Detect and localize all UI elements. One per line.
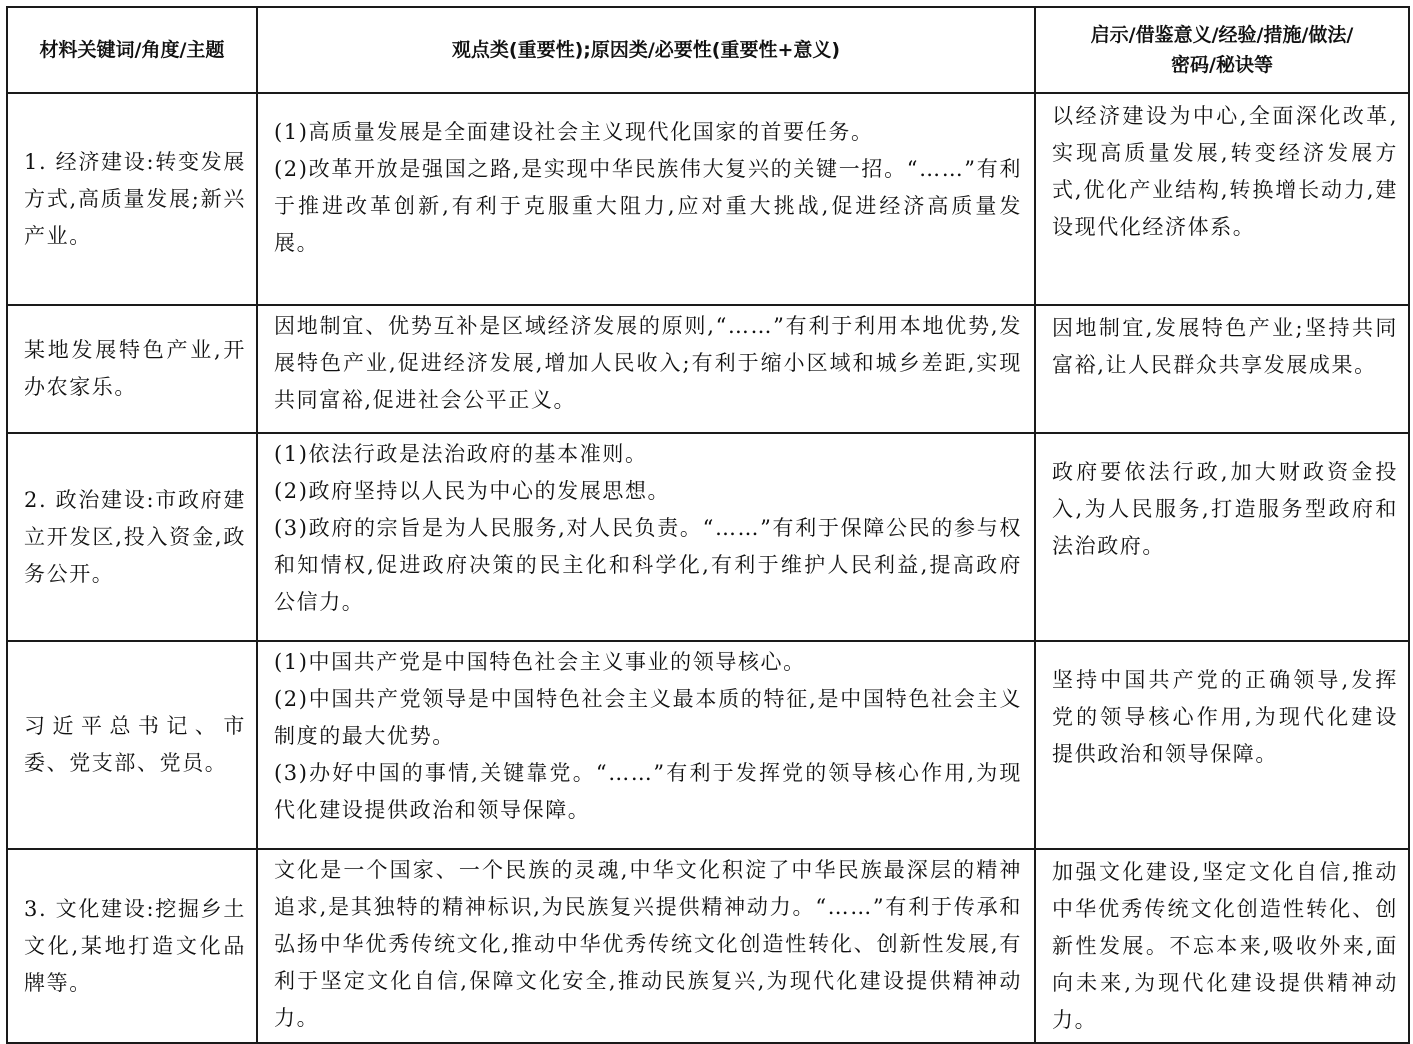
table-row: [7, 93, 1409, 305]
keyword-cell: 某地发展特色产业,开办农家乐。: [7, 305, 257, 433]
viewpoint-line: 因地制宜、优势互补是区域经济发展的原则,“……”有利于利用本地优势,发展特色产业,促进经济发展,增加人民收入;有利于缩小区域和城乡差距,实现共同富裕,促进社会公平正义。: [274, 314, 1022, 412]
viewpoint-line: (1)依法行政是法治政府的基本准则。: [274, 442, 648, 466]
table-row: [7, 305, 1409, 433]
viewpoint-line: (2)政府坚持以人民为中心的发展思想。: [274, 479, 671, 503]
viewpoint-cell: [257, 305, 1035, 433]
table-row: [7, 433, 1409, 641]
viewpoint-cell: [257, 433, 1035, 641]
table-row: [7, 849, 1409, 1043]
keyword-cell: 1. 经济建设:转变发展方式,高质量发展;新兴产业。: [7, 93, 257, 305]
viewpoint-line: (1)中国共产党是中国特色社会主义事业的领导核心。: [274, 650, 806, 674]
header-keyword: 材料关键词/角度/主题: [7, 7, 257, 93]
table-row: [7, 641, 1409, 849]
header-row: [7, 7, 1409, 93]
keyword-cell: 习近平总书记、市委、党支部、党员。: [7, 641, 257, 849]
header-insight-line-2: 密码/秘诀等: [1171, 54, 1273, 76]
insight-cell: 因地制宜,发展特色产业;坚持共同富裕,让人民群众共享发展成果。: [1035, 305, 1409, 433]
viewpoint-line: (2)中国共产党领导是中国特色社会主义最本质的特征,是中国特色社会主义制度的最大优势。: [274, 687, 1022, 748]
viewpoint-line: (3)政府的宗旨是为人民服务,对人民负责。“……”有利于保障公民的参与权和知情权,促进政府决策的民主化和科学化,有利于维护人民利益,提高政府公信力。: [274, 516, 1022, 614]
keyword-cell: 2. 政治建设:市政府建立开发区,投入资金,政务公开。: [7, 433, 257, 641]
viewpoint-line: (1)高质量发展是全面建设社会主义现代化国家的首要任务。: [274, 120, 874, 144]
insight-cell: 以经济建设为中心,全面深化改革,实现高质量发展,转变经济发展方式,优化产业结构,转换增长动力,建设现代化经济体系。: [1035, 93, 1409, 305]
header-insight-line-1: 启示/借鉴意义/经验/措施/做法/: [1090, 24, 1354, 46]
viewpoint-line: 文化是一个国家、一个民族的灵魂,中华文化积淀了中华民族最深层的精神追求,是其独特的精神标识,为民族复兴提供精神动力。“……”有利于传承和弘扬中华优秀传统文化,推动中华优秀传统文化创造性转化、创新性发展,有利于坚定文化自信,保障文化安全,推动民族复兴,为现代化建设提供精神动力。: [274, 858, 1022, 1030]
insight-cell: 坚持中国共产党的正确领导,发挥党的领导核心作用,为现代化建设提供政治和领导保障。: [1035, 641, 1409, 849]
viewpoint-cell: [257, 641, 1035, 849]
viewpoint-line: (2)改革开放是强国之路,是实现中华民族伟大复兴的关键一招。“……”有利于推进改革创新,有利于克服重大阻力,应对重大挑战,促进经济高质量发展。: [274, 157, 1022, 255]
viewpoint-line: (3)办好中国的事情,关键靠党。“……”有利于发挥党的领导核心作用,为现代化建设提供政治和领导保障。: [274, 761, 1022, 822]
keyword-cell: 3. 文化建设:挖掘乡土文化,某地打造文化品牌等。: [7, 849, 257, 1043]
header-viewpoint: 观点类(重要性);原因类/必要性(重要性+意义): [257, 7, 1035, 93]
viewpoint-cell: [257, 93, 1035, 305]
insight-cell: 政府要依法行政,加大财政资金投入,为人民服务,打造服务型政府和法治政府。: [1035, 433, 1409, 641]
header-insight: [1035, 7, 1409, 93]
insight-cell: 加强文化建设,坚定文化自信,推动中华优秀传统文化创造性转化、创新性发展。不忘本来,吸收外来,面向未来,为现代化建设提供精神动力。: [1035, 849, 1409, 1043]
viewpoint-cell: [257, 849, 1035, 1043]
summary-table: [6, 6, 1410, 1044]
